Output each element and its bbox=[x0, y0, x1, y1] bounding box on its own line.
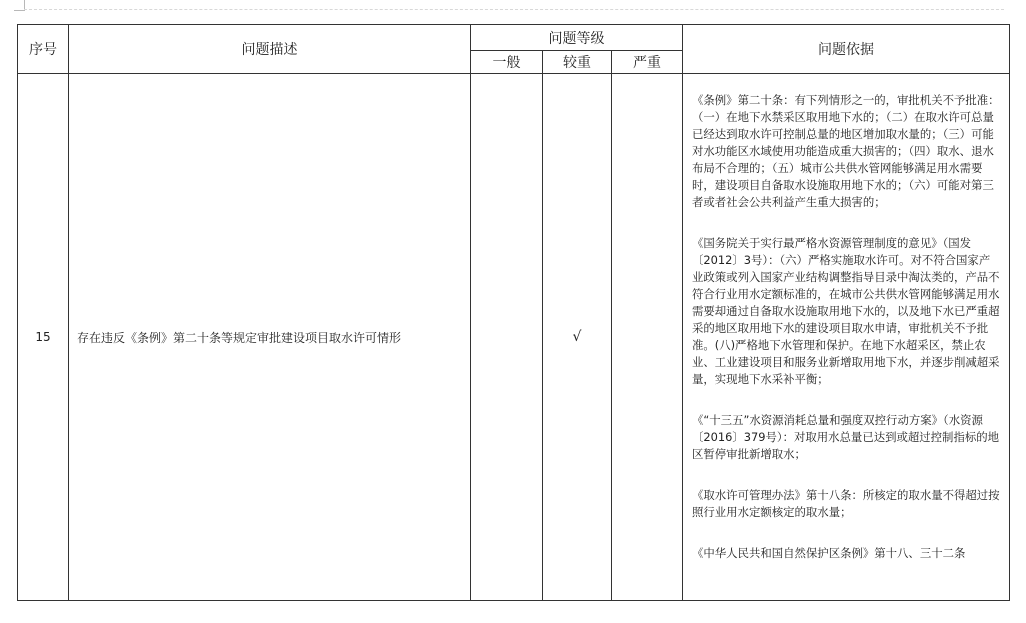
header-description: 问题描述 bbox=[69, 25, 471, 74]
header-level-moderate: 较重 bbox=[543, 51, 612, 74]
basis-item: 《中华人民共和国自然保护区条例》第十八、三十二条 bbox=[692, 546, 966, 560]
row-level-general-cell bbox=[471, 74, 543, 601]
basis-item: 《“十三五”水资源消耗总量和强度双控行动方案》（水资源〔2016〕379号）：对取用水总量已达到或超过控制指标的地区暂停审批新增取水； bbox=[692, 413, 1000, 461]
header-seq: 序号 bbox=[18, 25, 69, 74]
basis-item: 《条例》第二十条：有下列情形之一的，审批机关不予批准：（一）在地下水禁采区取用地下水的；（二）在取水许可总量已经达到取水许可控制总量的地区增加取水量的；（三）可能对水功能区水域使用功能造成重大损害的；（四）取水、退水布局不合理的；（五）城市公共供水管网能够满足用水需要时，建设项目自备取水设施取用地下水的；（六）可能对第三者或者社会公共利益产生重大损害的； bbox=[692, 93, 1000, 209]
header-level-group: 问题等级 bbox=[471, 25, 683, 51]
row-basis bbox=[683, 74, 1010, 601]
basis-item: 《取水许可管理办法》第十八条：所核定的取水量不得超过按照行业用水定额核定的取水量； bbox=[692, 488, 1000, 519]
row-level-severe-cell bbox=[612, 74, 683, 601]
page-margin-guide bbox=[24, 9, 1004, 10]
header-level-severe: 严重 bbox=[612, 51, 683, 74]
basis-item: 《国务院关于实行最严格水资源管理制度的意见》（国发〔2012〕3号）：（六）严格实施取水许可。对不符合国家产业政策或列入国家产业结构调整指导目录中淘汰类的，产品不符合行业用水定额标准的，在城市公共供水管网能够满足用水需要却通过自备取水设施取用地下水的，以及地下水已严重超采的地区取用地下水的建设项目取水申请，审批机关不予批准。(八)严格地下水管理和保护。在地下水超采区，禁止农业、工业建设项目和服务业新增取用地下水，并逐步削减超采量，实现地下水采补平衡； bbox=[692, 236, 1000, 386]
header-row bbox=[18, 25, 1010, 51]
header-basis: 问题依据 bbox=[683, 25, 1010, 74]
issue-table bbox=[17, 24, 1010, 601]
row-seq: 15 bbox=[18, 74, 69, 601]
header-level-general: 一般 bbox=[471, 51, 543, 74]
row-level-moderate-checkmark: √ bbox=[543, 74, 612, 601]
row-description: 存在违反《条例》第二十条等规定审批建设项目取水许可情形 bbox=[69, 74, 471, 601]
table-row bbox=[18, 74, 1010, 601]
